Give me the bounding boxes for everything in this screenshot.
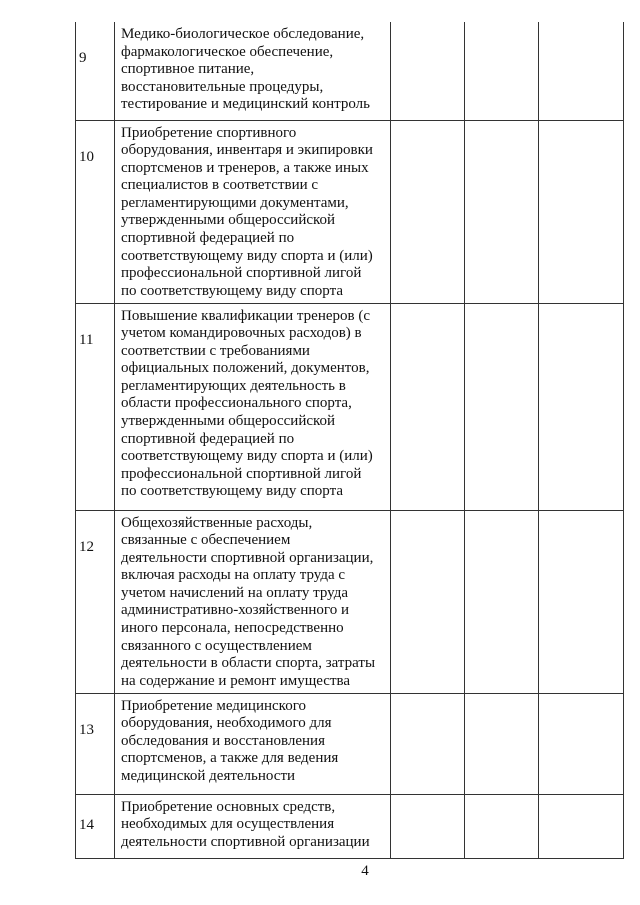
table-row <box>76 693 624 794</box>
empty-cell <box>391 510 465 693</box>
empty-cell <box>465 693 539 794</box>
row-number-text: 13 <box>79 721 94 738</box>
row-description: Приобретение спортивного оборудования, инвентаря и экипировки спортсменов и тренеров, а также иных специалистов в соответствии с регламентирующими документами, утвержденными общероссийской спортивной федерацией по соответствующему виду спорта и (или) профессиональной спортивной лигой по соответствующему виду спорта <box>115 120 391 303</box>
empty-cell <box>465 303 539 510</box>
empty-cell <box>539 693 624 794</box>
empty-cell <box>539 22 624 120</box>
empty-cell <box>391 303 465 510</box>
empty-cell <box>391 22 465 120</box>
empty-cell <box>539 303 624 510</box>
row-number <box>76 22 115 120</box>
row-number <box>76 693 115 794</box>
empty-cell <box>391 794 465 858</box>
table-row <box>76 120 624 303</box>
row-description: Общехозяйственные расходы, связанные с обеспечением деятельности спортивной организации, включая расходы на оплату труда с учетом начислений на оплату труда административно-хозяйственного и иного персонала, непосредственно связанного с осуществлением деятельности в области спорта, затраты на содержание и ремонт имущества <box>115 510 391 693</box>
row-number <box>76 120 115 303</box>
row-description: Приобретение основных средств, необходимых для осуществления деятельности спортивной организации <box>115 794 391 858</box>
row-number-text: 10 <box>79 148 94 165</box>
empty-cell <box>539 510 624 693</box>
row-description: Повышение квалификации тренеров (с учетом командировочных расходов) в соответствии с требованиями официальных положений, документов, регламентирующих деятельность в области профессионального спорта, утвержденными общероссийской спортивной федерацией по соответствующему виду спорта и (или) профессиональной спортивной лигой по соответствующему виду спорта <box>115 303 391 510</box>
row-number <box>76 303 115 510</box>
empty-cell <box>539 794 624 858</box>
table-row <box>76 22 624 120</box>
row-number-text: 9 <box>79 50 87 66</box>
expense-table <box>75 22 624 859</box>
table-row <box>76 303 624 510</box>
empty-cell <box>391 120 465 303</box>
row-description: Приобретение медицинского оборудования, необходимого для обследования и восстановления спортсменов, а также для ведения медицинской деятельности <box>115 693 391 794</box>
row-number <box>76 794 115 858</box>
empty-cell <box>465 22 539 120</box>
row-number <box>76 510 115 693</box>
row-description: Медико-биологическое обследование, фармакологическое обеспечение, спортивное питание, восстановительные процедуры, тестирование и медицинский контроль <box>115 22 391 120</box>
row-number-text: 11 <box>79 331 94 348</box>
empty-cell <box>391 693 465 794</box>
empty-cell <box>465 120 539 303</box>
table-row <box>76 510 624 693</box>
table-row <box>76 794 624 858</box>
empty-cell <box>539 120 624 303</box>
empty-cell <box>465 510 539 693</box>
empty-cell <box>465 794 539 858</box>
row-number-text: 14 <box>79 816 94 833</box>
row-number-text: 12 <box>79 538 94 555</box>
page-number: 4 <box>361 863 369 879</box>
